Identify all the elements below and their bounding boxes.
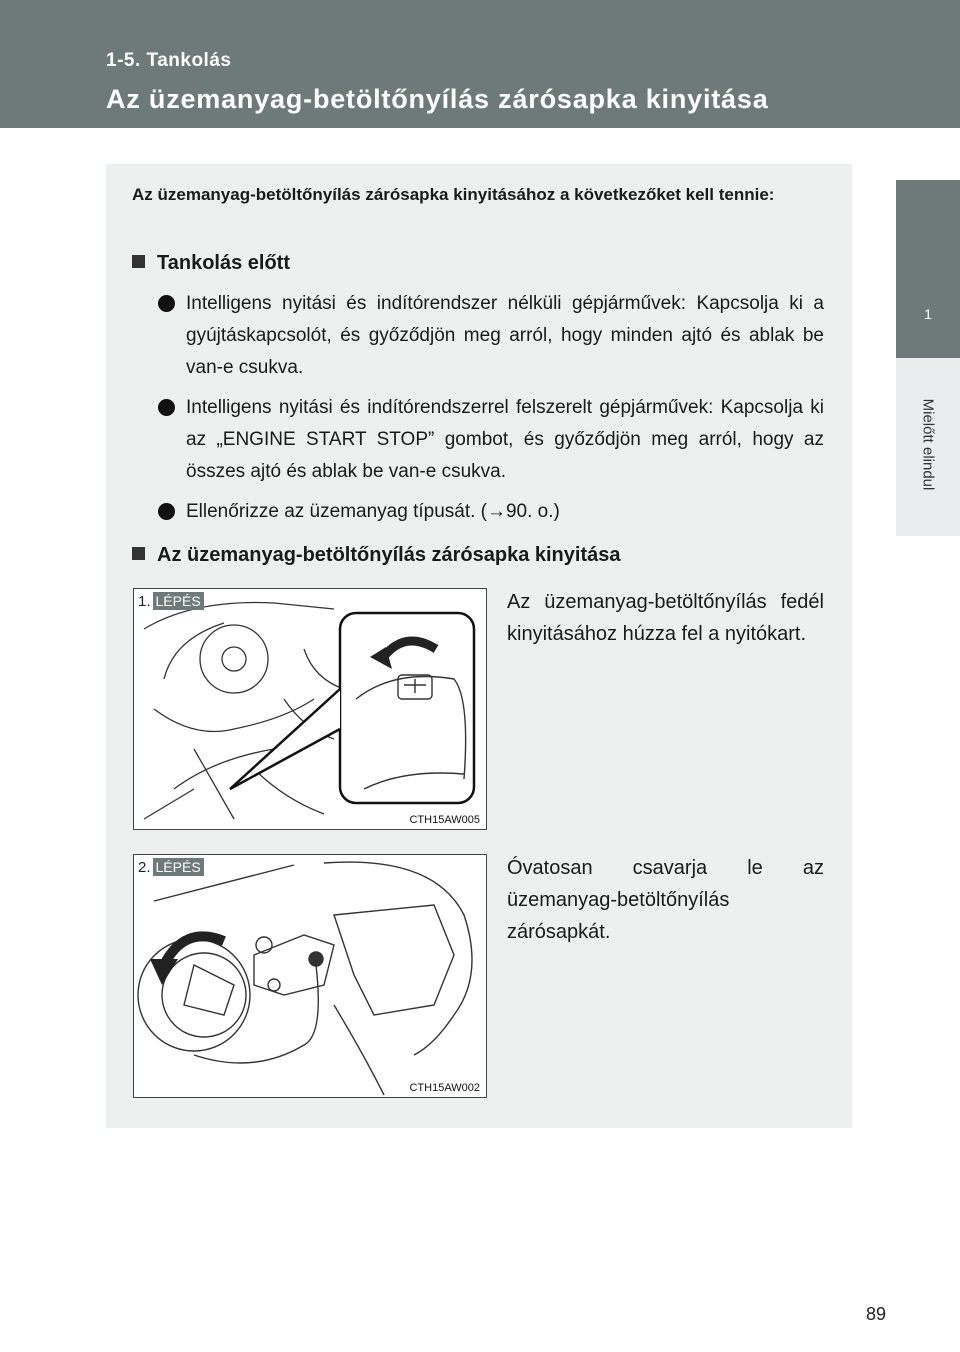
step-1-illustration <box>133 588 487 830</box>
page-number: 89 <box>866 1304 887 1324</box>
chapter-label-tab <box>896 358 960 536</box>
bullet-item <box>166 392 824 488</box>
square-bullet-icon <box>132 547 145 560</box>
fuel-cap-drawing <box>134 855 486 1097</box>
page-header <box>0 0 960 128</box>
intro-text: Az üzemanyag-betöltőnyílás zárósapka kinyitásához a következőket kell tennie: <box>132 185 775 204</box>
round-bullet-icon <box>158 295 175 312</box>
step-1-text: Az üzemanyag-betöltőnyílás fedél kinyitásához húzza fel a nyitókart. <box>507 591 824 645</box>
chapter-tab <box>896 180 960 358</box>
step-2-illustration <box>133 854 487 1098</box>
step-label: 1. LÉPÉS <box>138 593 204 610</box>
figure-code: CTH15AW005 <box>409 814 480 826</box>
page-title: Az üzemanyag-betöltőnyílás zárósapka kinyitása <box>106 84 769 114</box>
heading-text: Az üzemanyag-betöltőnyílás zárósapka kinyitása <box>157 544 621 566</box>
step-label: 2. LÉPÉS <box>138 859 204 876</box>
round-bullet-icon <box>158 503 175 520</box>
heading-text: Tankolás előtt <box>157 252 290 274</box>
step-2-text: Óvatosan csavarja le az üzemanyag-betöltőnyílás zárósapkát. <box>507 857 824 943</box>
content-box <box>106 164 852 1128</box>
square-bullet-icon <box>132 255 145 268</box>
interior-lever-drawing <box>134 589 486 829</box>
bullet-text: Ellenőrizze az üzemanyag típusát. (→90. o.) <box>186 501 560 522</box>
section-heading-before-refueling <box>132 252 290 275</box>
bullet-item <box>166 496 824 528</box>
round-bullet-icon <box>158 399 175 416</box>
bullet-text: Intelligens nyitási és indítórendszer nélküli gépjárművek: Kapcsolja ki a gyújtáskapcsolót, és győződjön meg arról, hogy minden ajtó és ablak be van-e csukva. <box>186 293 824 378</box>
chapter-label: Mielőtt elindul <box>919 398 937 491</box>
section-number: 1-5. Tankolás <box>106 50 232 71</box>
section-heading-opening <box>132 544 621 567</box>
figure-code: CTH15AW002 <box>409 1082 480 1094</box>
bullet-item <box>166 288 824 384</box>
bullet-text: Intelligens nyitási és indítórendszerrel felszerelt gépjárművek: Kapcsolja ki az „ENGINE START STOP” gombot, és győződjön meg arról, hogy az összes ajtó és ablak be van-e csukva. <box>186 397 824 482</box>
chapter-number: 1 <box>924 306 932 322</box>
